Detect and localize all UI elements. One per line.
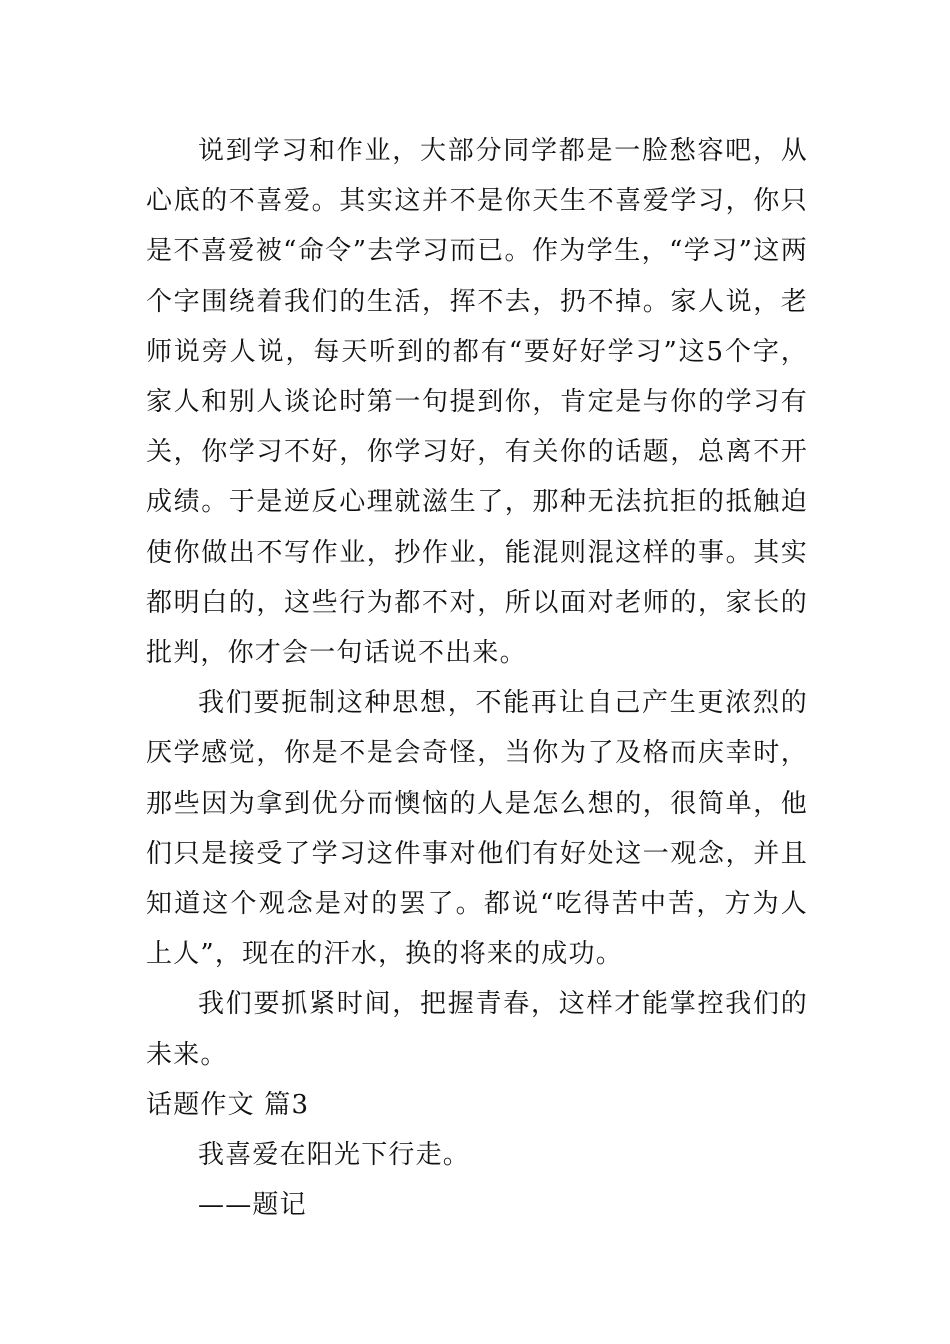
document-page [146, 126, 808, 1230]
epigraph: 我喜爱在阳光下行走。 [198, 1140, 471, 1171]
section-heading: 话题作文 篇3 [146, 1089, 310, 1120]
epigraph-attribution: ——题记 [198, 1190, 307, 1221]
body-paragraph-2: 我们要扼制这种思想，不能再让自己产生更浓烈的厌学感觉，你是不是会奇怪，当你为了及格而庆幸时，那些因为拿到优分而懊恼的人是怎么想的，很简单，他们只是接受了学习这件事对他们有好处这一观念，并且知道这个观念是对的罢了。都说“吃得苦中苦，方为人上人”，现在的汗水，换的将来的成功。 [146, 688, 808, 970]
body-paragraph-1: 说到学习和作业，大部分同学都是一脸愁容吧，从心底的不喜爱。其实这并不是你天生不喜爱学习，你只是不喜爱被“命令”去学习而已。作为学生，“学习”这两个字围绕着我们的生活，挥不去，扔不掉。家人说，老师说旁人说，每天听到的都有“要好好学习”这5个字，家人和别人谈论时第一句提到你，肯定是与你的学习有关，你学习不好，你学习好，有关你的话题，总离不开成绩。于是逆反心理就滋生了，那种无法抗拒的抵触迫使你做出不写作业，抄作业，能混则混这样的事。其实都明白的，这些行为都不对，所以面对老师的，家长的批判，你才会一句话说不出来。 [146, 136, 808, 669]
body-paragraph-3: 我们要抓紧时间，把握青春，这样才能掌控我们的未来。 [146, 989, 808, 1070]
